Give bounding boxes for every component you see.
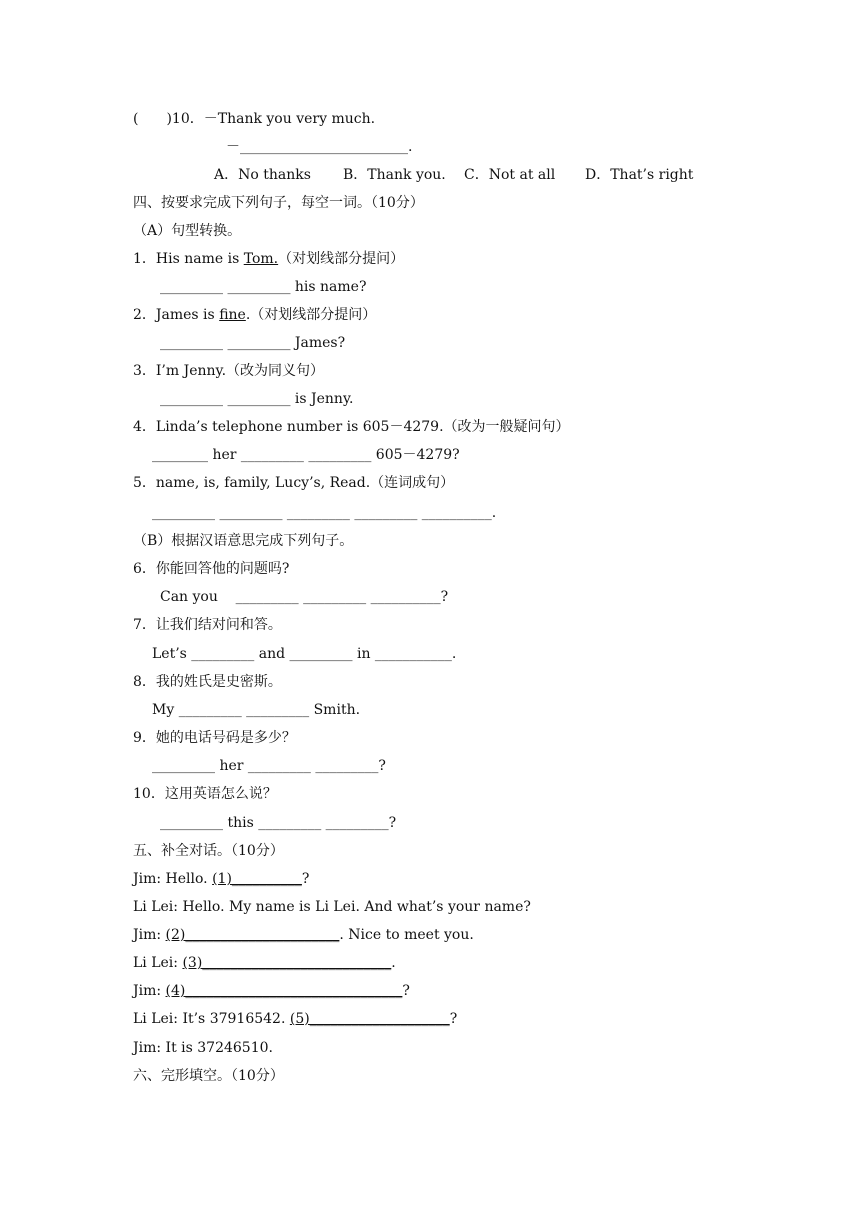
item-6-answer: Can you _________ _________ __________? [160,589,449,605]
dialogue-line-6-end: ? [449,1011,458,1027]
dialogue-line-6-speaker: Li Lei: It’s 37916542. [133,1011,290,1027]
dialogue-line-1-end: ? [301,871,310,887]
dialogue-blank-2: (2)______________________ [165,927,340,943]
item-3-answer: _________ _________ is Jenny. [160,391,354,407]
dialogue-line-3 [133,926,474,944]
dialogue-line-2: Li Lei: Hello. My name is Li Lei. And what’s your name? [133,899,531,915]
item-9-answer: _________ her _________ _________? [152,758,386,774]
dialogue-blank-4: (4)_______________________________ [165,983,403,999]
item-10-answer: _________ this _________ _________? [160,815,397,831]
section4-part-a: （A）句型转换。 [133,223,242,239]
item-7: 7．让我们结对问和答。 [133,617,282,633]
dialogue-line-3-end: . Nice to meet you. [339,927,474,943]
item-1 [133,250,404,268]
item-9: 9．她的电话号码是多少？ [133,730,296,746]
item-2-underlined: fine [219,307,246,323]
item-2-text: 2．James is [133,307,220,323]
q10-option-a: A．No thanks [214,167,311,183]
item-7-answer: Let’s _________ and _________ in ___________. [152,646,457,662]
dialogue-line-3-speaker: Jim: [133,927,166,943]
item-1-answer: _________ _________ his name? [160,279,367,295]
dialogue-line-5-speaker: Jim: [133,983,166,999]
item-5: 5．name, is, family, Lucy’s, Read.（连词成句） [133,475,455,491]
item-3: 3．I’m Jenny.（改为同义句） [133,363,325,379]
dialogue-line-5-end: ? [402,983,410,999]
dialogue-line-6 [133,1010,457,1028]
section5-heading: 五、补全对话。（10分） [133,843,284,859]
item-1-text: 1．His name is [133,251,244,267]
dialogue-line-4-speaker: Li Lei: [133,955,183,971]
dialogue-line-1-speaker: Jim: Hello. [133,871,213,887]
item-8-answer: My _________ _________ Smith. [152,702,361,718]
item-2-answer: _________ _________ James? [160,335,346,351]
item-1-instruction: （对划线部分提问） [278,251,405,267]
dialogue-blank-3: (3)___________________________ [182,955,392,971]
q10-prompt: ( )10．－Thank you very much. [133,111,376,127]
section4-heading: 四、按要求完成下列句子，每空一词。（10分） [133,195,424,211]
item-5-answer: _________ _________ _________ _________ __________. [152,505,497,521]
item-10: 10．这用英语怎么说？ [133,786,277,802]
dialogue-line-4 [133,954,396,972]
dialogue-line-5 [133,982,410,1000]
item-4-answer: ________ her _________ _________ 605－4279? [152,447,460,463]
dialogue-line-7: Jim: It is 37246510. [133,1040,273,1056]
item-8: 8．我的姓氏是史密斯。 [133,674,282,690]
section4-part-b: （B）根据汉语意思完成下列句子。 [133,533,354,549]
dialogue-line-4-end: . [391,955,396,971]
item-4: 4．Linda’s telephone number is 605－4279.（改为一般疑问句） [133,419,570,435]
dialogue-blank-5: (5)____________________ [289,1011,450,1027]
q10-reply-blank: －________________________. [226,139,413,155]
q10-option-d: D．That’s right [585,167,694,183]
item-6: 6．你能回答他的问题吗? [133,561,290,577]
dialogue-blank-1: (1)__________ [212,871,302,887]
dialogue-line-1 [133,870,309,888]
section6-heading: 六、完形填空。（10分） [133,1068,284,1084]
q10-option-b: B．Thank you. [343,167,446,183]
item-2 [133,306,376,324]
q10-option-c: C．Not at all [464,167,556,183]
item-2-instruction: .（对划线部分提问） [245,307,377,323]
item-1-underlined: Tom. [243,251,279,267]
